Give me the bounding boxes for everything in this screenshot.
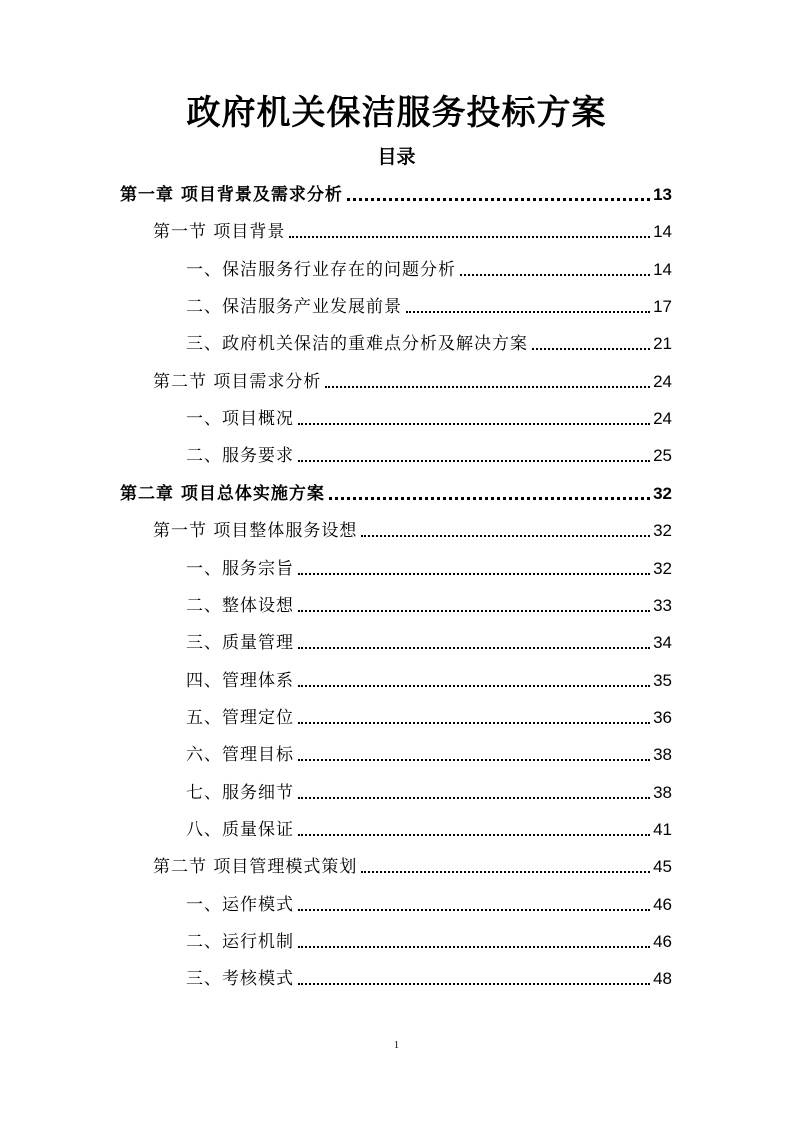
toc-entry-page: 38 — [653, 745, 672, 765]
toc-item-entry[interactable] — [186, 251, 672, 281]
toc-entry-label: 五、管理定位 — [186, 707, 294, 728]
toc-entry-label: 二、服务要求 — [186, 446, 294, 467]
toc-entry-page: 33 — [653, 595, 672, 615]
toc-entry-page: 24 — [653, 409, 672, 429]
toc-entry-page: 38 — [653, 782, 672, 802]
toc-entry-page: 24 — [653, 371, 672, 391]
toc-section-entry[interactable] — [153, 363, 672, 393]
toc-dot-leader — [298, 909, 650, 911]
toc-heading: 目录 — [377, 146, 416, 168]
toc-dot-leader — [298, 946, 650, 948]
toc-entry-page: 25 — [653, 446, 672, 466]
toc-section-entry[interactable] — [153, 848, 672, 878]
toc-entry-label: 第二节 项目管理模式策划 — [153, 857, 358, 878]
toc-entry-label: 三、政府机关保洁的重难点分析及解决方案 — [186, 334, 528, 355]
toc-dot-leader — [298, 460, 650, 462]
toc-dot-leader — [361, 871, 650, 873]
toc-dot-leader — [298, 423, 650, 425]
toc-dot-leader — [298, 573, 650, 575]
toc-dot-leader — [298, 983, 650, 985]
toc-entry-label: 四、管理体系 — [186, 670, 294, 691]
toc-entry-label: 一、服务宗旨 — [186, 558, 294, 579]
toc-item-entry[interactable] — [186, 960, 672, 990]
toc-dot-leader — [325, 386, 650, 388]
toc-item-entry[interactable] — [186, 325, 672, 355]
toc-chapter-entry[interactable] — [120, 475, 672, 505]
toc-entry-page: 14 — [653, 259, 672, 279]
toc-item-entry[interactable] — [186, 811, 672, 841]
toc-entry-label: 第一节 项目背景 — [153, 222, 286, 243]
toc-entry-page: 34 — [653, 633, 672, 653]
toc-entry-label: 三、考核模式 — [186, 969, 294, 990]
toc-item-entry[interactable] — [186, 736, 672, 766]
toc-item-entry[interactable] — [186, 587, 672, 617]
toc-entry-page: 13 — [653, 185, 672, 204]
toc-item-entry[interactable] — [186, 288, 672, 318]
toc-entry-page: 14 — [653, 222, 672, 242]
toc-entry-page: 46 — [653, 894, 672, 914]
toc-dot-leader — [460, 274, 650, 276]
toc-entry-page: 17 — [653, 297, 672, 317]
toc-entry-page: 45 — [653, 857, 672, 877]
toc-item-entry[interactable] — [186, 923, 672, 953]
toc-item-entry[interactable] — [186, 662, 672, 692]
toc-entry-label: 二、保洁服务产业发展前景 — [186, 297, 402, 318]
toc-item-entry[interactable] — [186, 699, 672, 729]
toc-dot-leader — [289, 236, 650, 238]
toc-dot-leader — [406, 311, 650, 313]
toc-chapter-entry[interactable] — [120, 176, 672, 206]
toc-dot-leader — [298, 759, 650, 761]
toc-entry-page: 46 — [653, 932, 672, 951]
toc-entry-page: 36 — [653, 707, 672, 727]
toc-dot-leader — [298, 722, 650, 724]
toc-entry-label: 第一节 项目整体服务设想 — [153, 521, 358, 542]
toc-item-entry[interactable] — [186, 624, 672, 654]
toc-dot-leader — [347, 198, 650, 201]
toc-entry-label: 第二章 项目总体实施方案 — [120, 483, 325, 504]
page-number: 1 — [394, 1040, 399, 1051]
toc-entry-label: 一、运作模式 — [186, 894, 294, 915]
document-title: 政府机关保洁服务投标方案 — [186, 93, 607, 133]
toc-item-entry[interactable] — [186, 886, 672, 916]
toc-section-entry[interactable] — [153, 213, 672, 243]
toc-dot-leader — [361, 535, 650, 537]
toc-entry-label: 第二节 项目需求分析 — [153, 371, 322, 392]
toc-dot-leader — [298, 797, 650, 799]
toc-entry-label: 三、质量管理 — [186, 633, 294, 654]
toc-dot-leader — [298, 685, 650, 687]
toc-dot-leader — [532, 348, 650, 350]
toc-entry-page: 32 — [653, 558, 672, 578]
toc-entry-page: 41 — [653, 819, 672, 839]
toc-entry-page: 32 — [653, 483, 672, 503]
toc-entry-page: 35 — [653, 670, 672, 690]
toc-item-entry[interactable] — [186, 774, 672, 804]
toc-entry-label: 七、服务细节 — [186, 782, 294, 803]
toc-dot-leader — [298, 834, 650, 836]
toc-entry-page: 48 — [653, 969, 672, 989]
toc-item-entry[interactable] — [186, 550, 672, 580]
toc-item-entry[interactable] — [186, 400, 672, 430]
toc-entry-label: 二、运行机制 — [186, 932, 294, 952]
toc-entry-label: 第一章 项目背景及需求分析 — [120, 185, 343, 205]
toc-entry-page: 32 — [653, 521, 672, 541]
toc-dot-leader — [298, 647, 650, 649]
toc-entry-label: 八、质量保证 — [186, 819, 294, 840]
toc-dot-leader — [298, 610, 650, 612]
toc-entry-label: 一、项目概况 — [186, 409, 294, 430]
toc-entry-label: 六、管理目标 — [186, 745, 294, 766]
toc-entry-label: 一、保洁服务行业存在的问题分析 — [186, 259, 456, 280]
toc-item-entry[interactable] — [186, 437, 672, 467]
toc-dot-leader — [329, 497, 650, 500]
toc-section-entry[interactable] — [153, 512, 672, 542]
toc-entry-label: 二、整体设想 — [186, 595, 294, 616]
toc-entry-page: 21 — [653, 334, 672, 354]
